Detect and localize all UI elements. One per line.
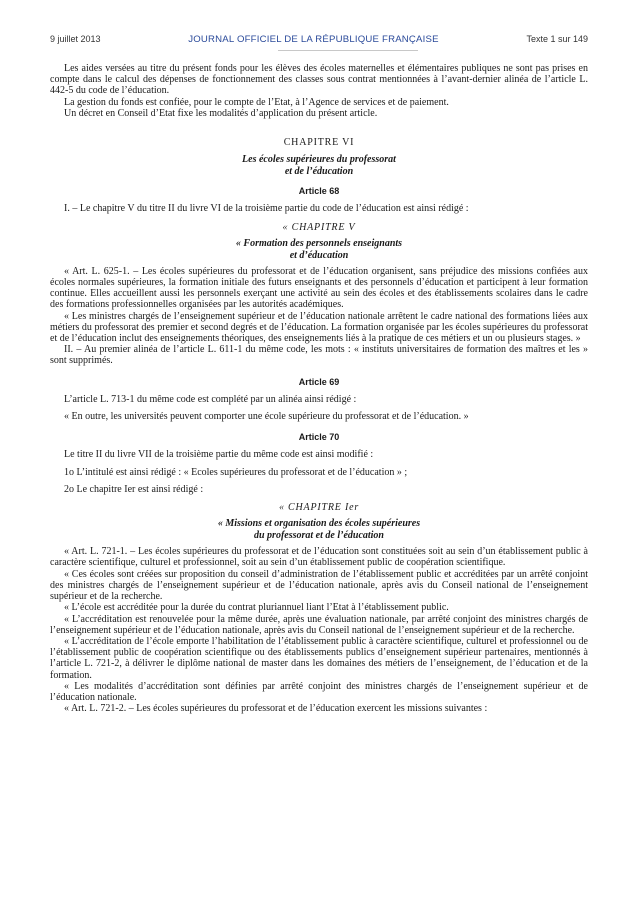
document-body <box>50 63 588 714</box>
article-70-paragraph-5: « Ces écoles sont créées sur proposition du conseil d’administration de l’établissement public et accréditées par un arrêté conjoint des ministres chargés de l’enseignement supérieur et de l’éducation nationale, après avis du Conseil national de l’enseignement supérieur et de la recherche. <box>50 568 588 603</box>
article-70-paragraph-7: « L’accréditation est renouvelée pour la même durée, après une évaluation nationale, par arrêté conjoint des ministres chargés de l’enseignement supérieur et de l’éducation nationale, après avis du Conseil national de l’enseignement supérieur et de la recherche. <box>50 613 588 636</box>
article-70-quoted-title-line2: du professorat et de l’éducation <box>254 530 384 542</box>
header-page-number: Texte 1 sur 149 <box>526 34 588 44</box>
article-70-quoted-title <box>50 518 588 542</box>
article-70-quoted-title-line1: « Missions et organisation des écoles supérieures <box>217 518 421 530</box>
article-68-paragraph-4: II. – Au premier alinéa de l’article L. 611-1 du même code, les mots : « instituts universitaires de formation des maîtres et les » sont supprimés. <box>50 344 588 367</box>
intro-paragraph-2: La gestion du fonds est confiée, pour le compte de l’Etat, à l’Agence de services et de paiement. <box>64 96 449 108</box>
chapter-vi-title-line1: Les écoles supérieures du professorat <box>242 154 396 166</box>
article-68-quoted-chapter: « CHAPITRE V <box>282 221 356 233</box>
article-70-paragraph-4: « Art. L. 721-1. – Les écoles supérieures du professorat et de l’éducation sont constituées soit au sein d’un établissement public à caractère scientifique, culturel et professionnel, soit au sein d’un établissement public de coopération scientifique. <box>50 546 588 569</box>
article-68-quoted-title-line2: et d’éducation <box>289 249 349 261</box>
article-68-paragraph-3: « Les ministres chargés de l’enseignement supérieur et de l’éducation nationale arrêtent le cadre national des formations liées aux métiers du professorat des premier et second degrés et de l’éducation. La formation organisée par les écoles supérieures du professorat et de l’éducation inclut des enseignements théoriques, des enseignements liés à la pratique de ces métiers et un ou plusieurs stages. » <box>50 310 588 345</box>
intro-paragraph-3: Un décret en Conseil d’Etat fixe les modalités d’application du présent article. <box>64 107 378 119</box>
header-date: 9 juillet 2013 <box>50 34 101 44</box>
header-journal-title: JOURNAL OFFICIEL DE LA RÉPUBLIQUE FRANÇAISE <box>188 34 439 45</box>
chapter-vi-label: CHAPITRE VI <box>283 137 355 149</box>
article-69-paragraph-2: « En outre, les universités peuvent comporter une école supérieure du professorat et de l’éducation. » <box>64 411 469 423</box>
article-69-paragraph-1: L’article L. 713-1 du même code est complété par un alinéa ainsi rédigé : <box>64 393 357 405</box>
article-70-paragraph-1: Le titre II du livre VII de la troisième partie du même code est ainsi modifié : <box>64 449 374 461</box>
article-68-quoted-title-line1: « Formation des personnels enseignants <box>235 237 403 249</box>
chapter-vi-title-line2: et de l’éducation <box>284 166 354 178</box>
article-68-quoted-title <box>50 238 588 262</box>
article-70-paragraph-3: 2o Le chapitre Ier est ainsi rédigé : <box>64 483 204 495</box>
article-70-paragraph-2: 1o L’intitulé est ainsi rédigé : « Ecoles supérieures du professorat et de l’éducation » ; <box>64 466 408 478</box>
article-68-heading: Article 68 <box>298 186 340 197</box>
header-divider <box>278 50 418 51</box>
article-69-heading: Article 69 <box>298 376 340 387</box>
article-70-paragraph-9: « Les modalités d’accréditation sont définies par arrêté conjoint des ministres chargés de l’enseignement supérieur et de l’éducation nationale. <box>50 680 588 703</box>
document-page <box>50 34 588 714</box>
article-68-paragraph-2: « Art. L. 625-1. – Les écoles supérieures du professorat et de l’éducation organisent, sans préjudice des missions confiées aux écoles normales supérieures, la formation initiale des futurs enseignants et des personnels d’éducation et participent à leur formation continue. Elles accueillent aussi les personnels exerçant une activité au sein des écoles et des établissements scolaires dans le cadre des formations professionnelles organisées par les autorités académiques. <box>50 265 588 311</box>
article-70-paragraph-6: « L’école est accréditée pour la durée du contrat pluriannuel liant l’Etat à l’établissement public. <box>64 602 449 614</box>
intro-paragraph-1: Les aides versées au titre du présent fonds pour les élèves des écoles maternelles et élémentaires publiques ne sont pas prises en compte dans le calcul des dépenses de fonctionnement des classes sous contrat mentionnées à l’avant-dernier alinéa de l’article L. 442-5 du code de l’éducation. <box>50 63 588 97</box>
article-70-quoted-chapter: « CHAPITRE Ier <box>278 502 360 514</box>
article-70-paragraph-10: « Art. L. 721-2. – Les écoles supérieures du professorat et de l’éducation exercent les missions suivantes : <box>64 703 488 715</box>
article-70-paragraph-8: « L’accréditation de l’école emporte l’habilitation de l’établissement public à caractère scientifique, culturel et professionnel ou de l’établissement public de coopération scientifique ou des établissements publics d’enseignement supérieur partenaires, mentionnés à l’article L. 721-2, à délivrer le diplôme national de master dans les domaines des métiers de l’enseignement, de l’éducation et de la formation. <box>50 635 588 681</box>
page-header <box>50 34 588 48</box>
article-70-heading: Article 70 <box>298 432 340 443</box>
chapter-vi-title <box>50 154 588 178</box>
article-68-paragraph-1: I. – Le chapitre V du titre II du livre VI de la troisième partie du code de l’éducation est ainsi rédigé : <box>64 203 469 215</box>
